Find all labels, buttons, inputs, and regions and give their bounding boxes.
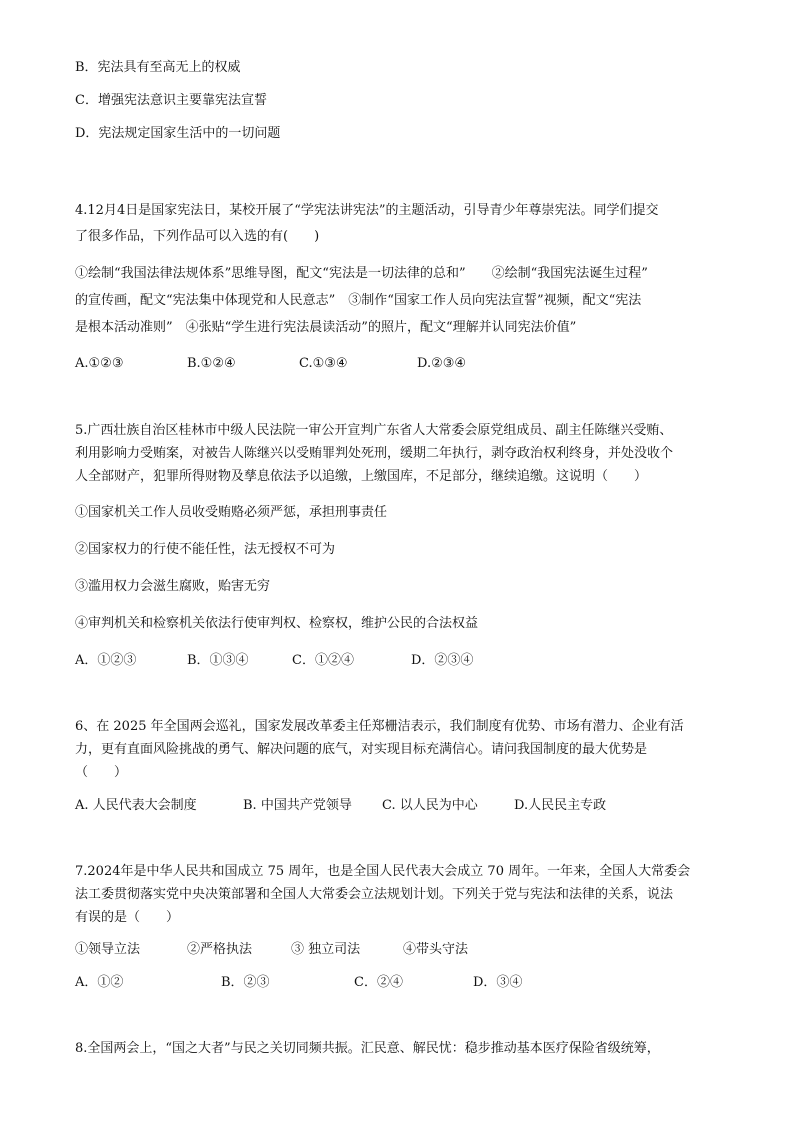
q7-stem-line: 7.2024年是中华人民共和国成立 75 周年，也是全国人民代表大会成立 70 周年。一年来，全国人大常委会: [75, 864, 691, 879]
q6-stem-line: 力，更有直面风险挑战的勇气、解决问题的底气，对实现目标充满信心。请问我国制度的最大优势是: [75, 742, 648, 757]
q7-item: ②严格执法: [187, 942, 253, 957]
q6-option-b: B. 中国共产党领导: [243, 798, 352, 813]
q5-options: [75, 652, 715, 670]
q7-option-d: D．③④: [473, 975, 523, 990]
q3-option-d: D．宪法规定国家生活中的一切问题: [75, 126, 281, 141]
q5-stem-line: 人全部财产，犯罪所得财物及孳息依法予以追缴，上缴国库，不足部分，继续追缴。这说明（ ）: [75, 469, 648, 484]
q3-option-c: C．增强宪法意识主要靠宪法宣誓: [75, 93, 267, 108]
q7-item: ③ 独立司法: [291, 942, 361, 957]
q5-option-c: C．①②④: [292, 653, 354, 668]
q8-stem-line: 8.全国两会上，“国之大者”与民之关切同频共振。汇民意、解民忧：稳步推动基本医疗保险省级统筹，: [75, 1041, 660, 1056]
q4-option-a: A.①②③: [75, 356, 124, 371]
q4-options: [75, 355, 715, 373]
q7-options: [75, 974, 715, 992]
q6-option-a: A. 人民代表大会制度: [75, 798, 197, 813]
q4-stem-line: 了很多作品，下列作品可以入选的有( ): [75, 229, 320, 244]
q7-items: [75, 941, 715, 959]
q4-option-c: C.①③④: [299, 356, 348, 371]
q7-option-c: C．②④: [354, 975, 403, 990]
q5-option-a: A．①②③: [75, 653, 137, 668]
q5-item: ②国家权力的行使不能任性，法无授权不可为: [75, 542, 336, 557]
q5-stem-line: 5.广西壮族自治区桂林市中级人民法院一审公开宣判广东省人大常委会原党组成员、副主任陈继兴受贿、: [75, 423, 673, 438]
q5-option-d: D．②③④: [411, 653, 474, 668]
q6-stem-line: 6、在 2025 年全国两会巡礼，国家发展改革委主任郑栅洁表示，我们制度有优势、市场有潜力、企业有活: [75, 719, 684, 734]
q7-option-b: B．②③: [221, 975, 270, 990]
q4-material-line: 是根本活动准则” ④张贴“学生进行宪法晨读活动”的照片，配文“理解并认同宪法价值”: [75, 320, 577, 335]
q5-stem-line: 利用影响力受贿案，对被告人陈继兴以受贿罪判处死刑，缓期二年执行，剥夺政治权利终身，并处没收个: [75, 446, 674, 461]
q6-options: [75, 797, 715, 815]
q5-item: ①国家机关工作人员收受贿赂必须严惩，承担刑事责任: [75, 505, 388, 520]
q4-option-b: B.①②④: [187, 356, 236, 371]
q6-option-c: C. 以人民为中心: [382, 798, 478, 813]
q7-item: ①领导立法: [75, 942, 141, 957]
q5-item: ③滥用权力会滋生腐败，贻害无穷: [75, 579, 271, 594]
q7-stem-line: 法工委贯彻落实党中央决策部署和全国人大常委会立法规划计划。下列关于党与宪法和法律的关系，说法: [75, 887, 674, 902]
q5-option-b: B．①③④: [187, 653, 249, 668]
q6-stem-line: （ ）: [75, 765, 128, 780]
q3-option-b: B．宪法具有至高无上的权威: [75, 60, 241, 75]
q4-material-line: 的宣传画，配文“宪法集中体现党和人民意志” ③制作“国家工作人员向宪法宣誓”视频，配文“宪法: [75, 293, 642, 308]
q6-option-d: D.人民民主专政: [514, 798, 607, 813]
q7-stem-line: 有误的是（ ）: [75, 910, 180, 925]
q4-material-line: ①绘制“我国法律法规体系”思维导图，配文“宪法是一切法律的总和” ②绘制“我国宪法诞生过程”: [75, 266, 648, 281]
q7-item: ④带头守法: [403, 942, 469, 957]
q4-option-d: D.②③④: [417, 356, 467, 371]
q4-stem-line: 4.12月4日是国家宪法日，某校开展了“学宪法讲宪法”的主题活动，引导青少年尊崇宪法。同学们提交: [75, 203, 659, 218]
q5-item: ④审判机关和检察机关依法行使审判权、检察权，维护公民的合法权益: [75, 616, 479, 631]
q7-option-a: A．①②: [75, 975, 124, 990]
